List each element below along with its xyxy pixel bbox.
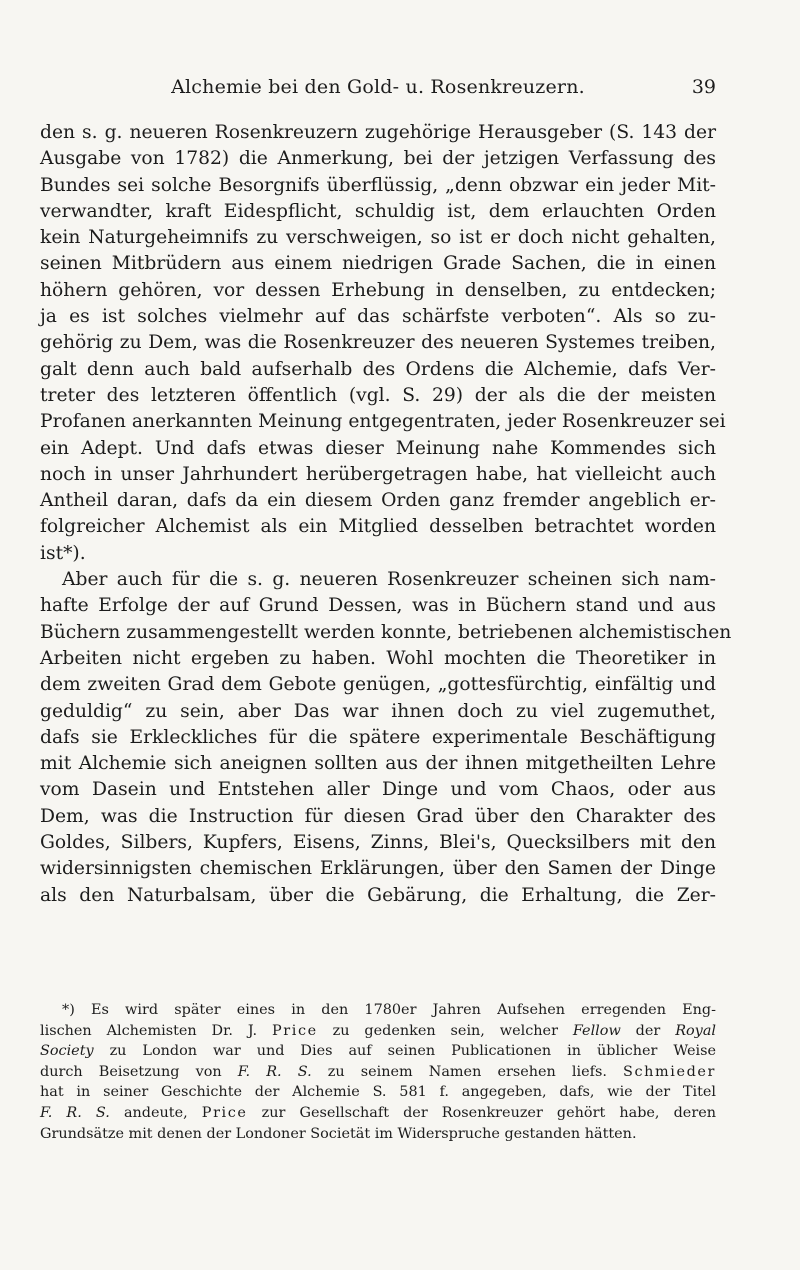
text-line: dem zweiten Grad dem Gebote genügen, „gottesfürchtig, einfältig und [40,674,716,696]
text-line: ja es ist solches vielmehr auf das schärfste verboten“. Als so zu- [40,306,716,328]
footnote-line: *) Es wird später eines in den 1780er Jahren Aufsehen erregenden Eng- [62,1002,716,1018]
footnote-line: Society zu London war und Dies auf seinen Publicationen in üblicher Weise [40,1043,716,1060]
footnote-line: lischen Alchemisten Dr. J. Price zu gedenken sein, welcher Fellow der Royal [40,1022,716,1039]
text-line: hafte Erfolge der auf Grund Dessen, was in Büchern stand und aus [40,595,716,617]
paragraph [40,120,726,567]
text-line: Goldes, Silbers, Kupfers, Eisens, Zinns, Blei's, Quecksilbers mit den [40,832,716,854]
text-line: Bundes sei solche Besorgnifs überflüssig, „denn obzwar ein jeder Mit- [40,174,716,196]
text-line: gehörig zu Dem, was die Rosenkreuzer des neueren Systemes treiben, [40,332,716,354]
text-line: vom Dasein und Entstehen aller Dinge und vom Chaos, oder aus [40,779,716,801]
paragraph [40,567,732,909]
text-line: mit Alchemie sich aneignen sollten aus der ihnen mitgetheilten Lehre [40,753,716,775]
text-line: treter des letzteren öffentlich (vgl. S. 29) der als die der meisten [40,384,716,406]
text-line: seinen Mitbrüdern aus einem niedrigen Grade Sachen, die in einen [40,253,716,275]
page-number: 39 [691,76,716,98]
footnote-line: hat in seiner Geschichte der Alchemie S. 581 f. angegeben, dafs, wie der Titel [40,1084,716,1101]
text-line: galt denn auch bald aufserhalb des Ordens die Alchemie, dafs Ver- [40,358,716,380]
text-line: ist*). [40,542,86,564]
text-line: Dem, was die Instruction für diesen Grad über den Charakter des [40,805,716,827]
page-header [40,76,716,106]
text-line: geduldig“ zu sein, aber Das war ihnen doch zu viel zugemuthet, [40,700,716,722]
text-line: Arbeiten nicht ergeben zu haben. Wohl mochten die Theoretiker in [40,647,716,669]
text-line: ein Adept. Und dafs etwas dieser Meinung nahe Kommendes sich [40,437,716,459]
text-line: Büchern zusammengestellt werden konnte, betriebenen alchemistischen [40,621,732,643]
text-line: Antheil daran, dafs da ein diesem Orden ganz fremder angeblich er- [40,490,716,512]
text-line: dafs sie Erkleckliches für die spätere experimentale Beschäftigung [40,726,716,748]
text-line: verwandter, kraft Eidespflicht, schuldig ist, dem erlauchten Orden [40,200,716,222]
text-line: widersinnigsten chemischen Erklärungen, über den Samen der Dinge [40,858,716,880]
body-text [40,120,732,909]
text-line: den s. g. neueren Rosenkreuzern zugehörige Herausgeber (S. 143 der [40,122,716,143]
text-line: folgreicher Alchemist als ein Mitglied desselben betrachtet worden [40,516,716,538]
footnote-line: durch Beisetzung von F. R. S. zu seinem Namen ersehen liefs. Schmieder [40,1063,716,1080]
footnote-line: Grundsätze mit denen der Londoner Societät im Widerspruche gestanden hätten. [40,1125,637,1142]
text-line: noch in unser Jahrhundert herübergetragen habe, hat vielleicht auch [40,463,716,485]
text-line: Profanen anerkannten Meinung entgegentraten, jeder Rosenkreuzer sei [40,411,726,433]
text-line: höhern gehören, vor dessen Erhebung in denselben, zu entdecken; [40,279,716,301]
running-title: Alchemie bei den Gold- u. Rosenkreuzern. [171,76,585,98]
text-line: als den Naturbalsam, über die Gebärung, die Erhaltung, die Zer- [40,884,716,906]
footnote-line: F. R. S. andeute, Price zur Gesellschaft der Rosenkreuzer gehört habe, deren [40,1104,716,1121]
text-line: Aber auch für die s. g. neueren Rosenkreuzer scheinen sich nam- [62,569,716,591]
text-line: Ausgabe von 1782) die Anmerkung, bei der jetzigen Verfassung des [40,148,716,170]
footnote [40,1000,716,1144]
text-line: kein Naturgeheimnifs zu verschweigen, so ist er doch nicht gehalten, [40,227,716,249]
